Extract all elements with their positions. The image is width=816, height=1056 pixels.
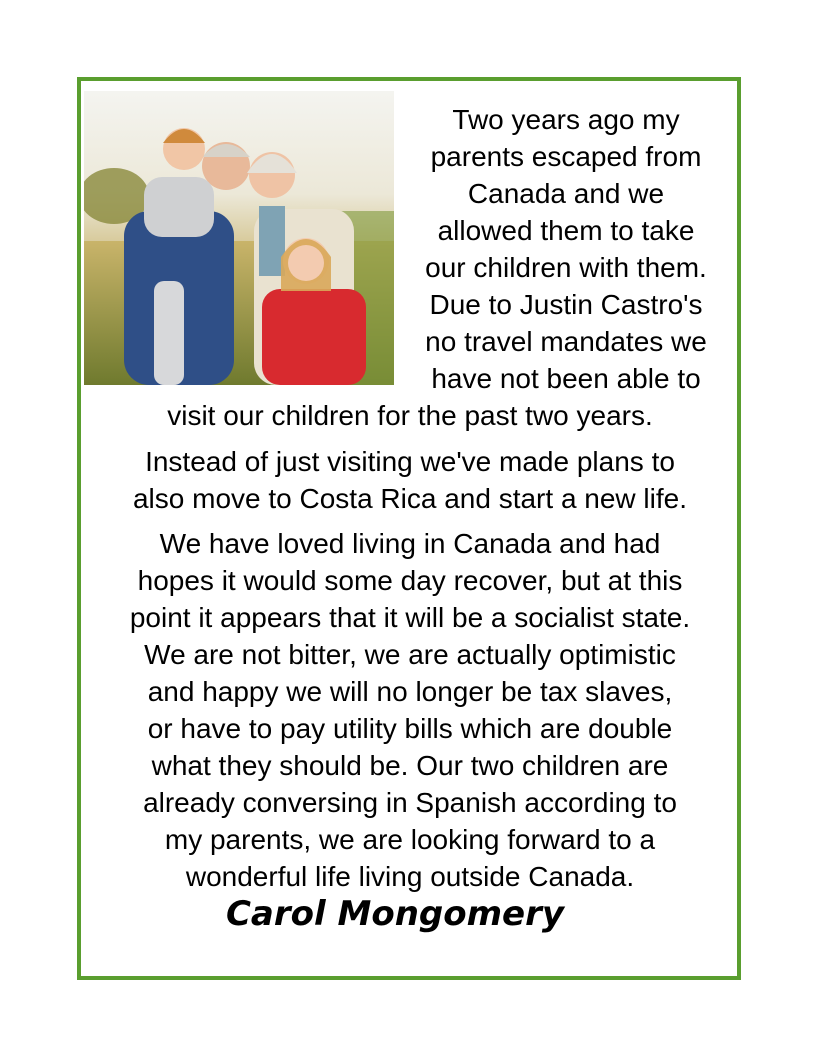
body-line: visit our children for the past two years. [167, 400, 653, 431]
body-line: or have to pay utility bills which are double [147, 713, 673, 744]
body-line: point it appears that it will be a socialist state. [129, 602, 691, 633]
wrap-line: Canada and we [467, 178, 665, 209]
body-line: my parents, we are looking forward to a [164, 824, 656, 855]
body-line: what they should be. Our two children are [151, 750, 669, 781]
body-line: hopes it would some day recover, but at this [137, 565, 683, 596]
family-photo [84, 91, 394, 385]
wrap-line: our children with them. [425, 252, 707, 283]
body-line: already conversing in Spanish according to [143, 787, 677, 818]
body-line: We are not bitter, we are actually optimistic [144, 639, 676, 670]
wrap-line: no travel mandates we [425, 326, 707, 357]
wrap-line: have not been able to [431, 363, 701, 394]
wrap-line: parents escaped from [430, 141, 702, 172]
body-line: also move to Costa Rica and start a new life. [132, 483, 688, 514]
signature: Carol Mongomery [225, 894, 565, 934]
body-line: We have loved living in Canada and had [159, 528, 661, 559]
wrap-line: allowed them to take [437, 215, 695, 246]
body-line: Instead of just visiting we've made plans to [145, 446, 675, 477]
wrap-line: Due to Justin Castro's [429, 289, 703, 320]
wrap-line: Two years ago my [452, 104, 680, 135]
body-line: wonderful life living outside Canada. [185, 861, 635, 892]
body-line: and happy we will no longer be tax slaves, [147, 676, 673, 707]
